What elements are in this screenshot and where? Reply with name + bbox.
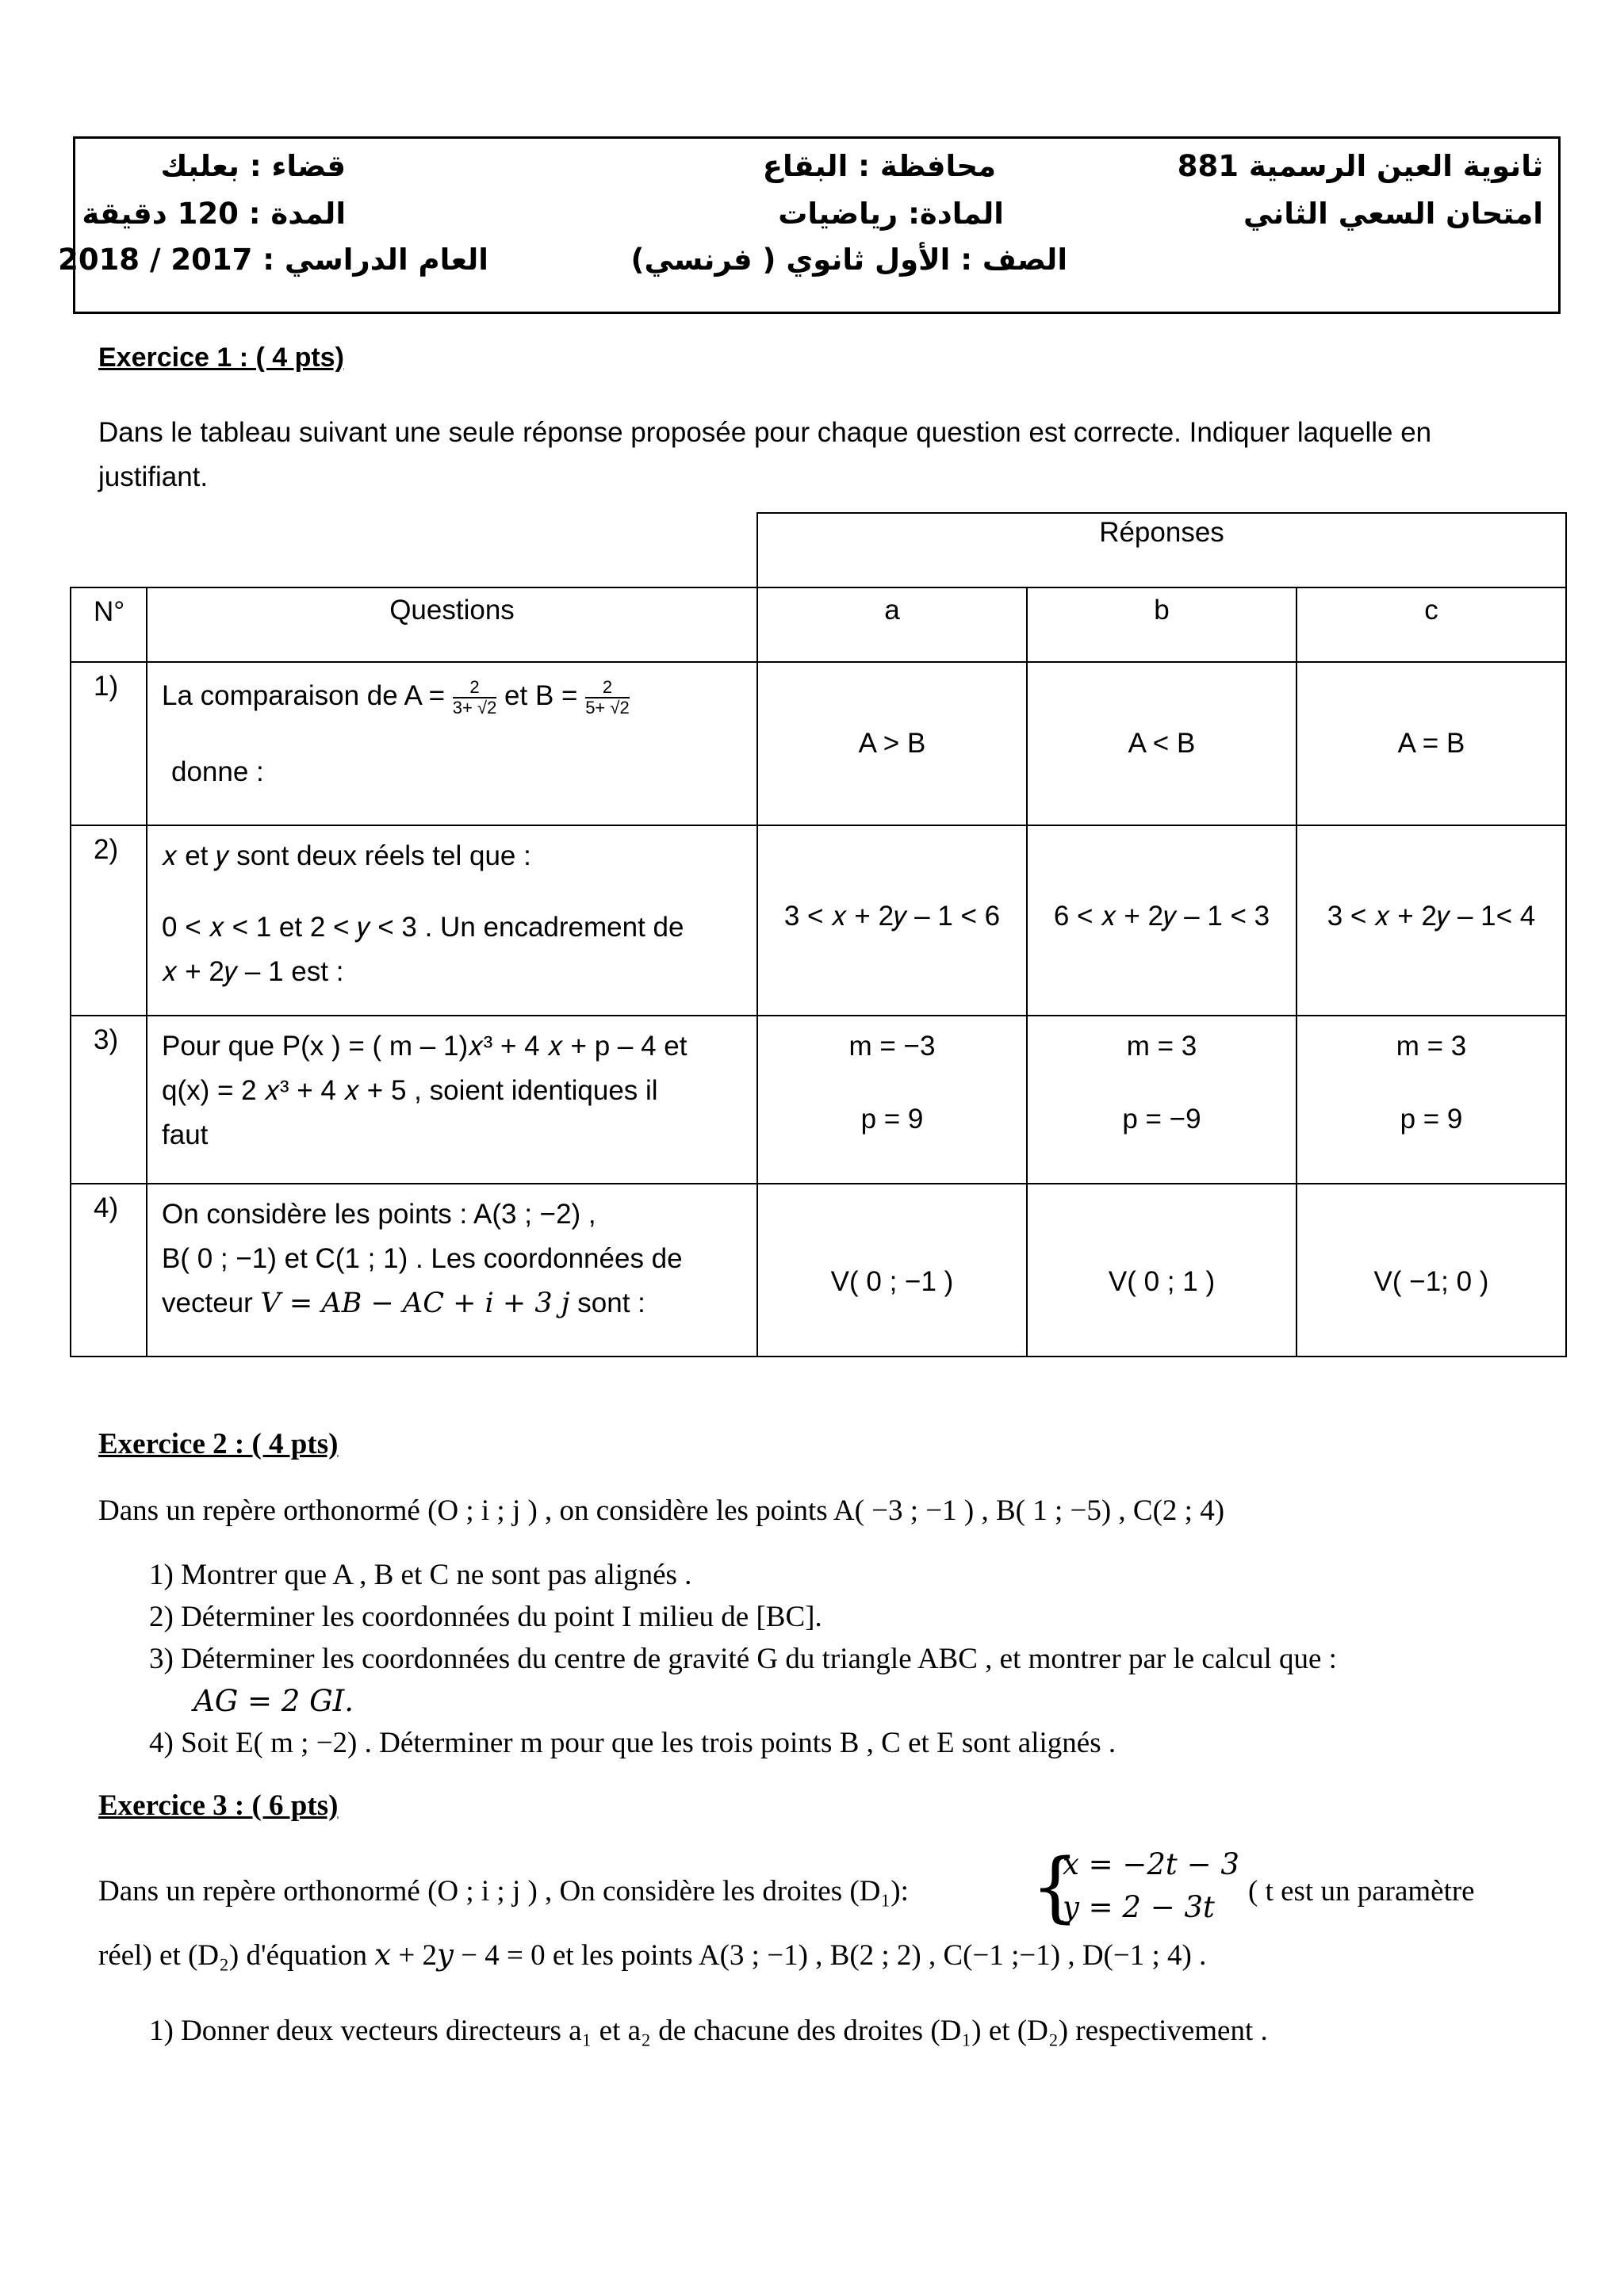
answer-c: V( −1; 0 ) [1297,1184,1566,1357]
fraction-denominator: 3+ √2 [452,697,497,718]
district: قضاء : بعلبك [160,149,346,183]
grade: الصف : الأول ثانوي ( فرنسي) [630,243,1067,277]
system-eq2: 𝑦 = 2 − 3𝑡 [1063,1890,1215,1924]
answer-line: m = 3 [1126,1031,1197,1062]
question-text: Pour que P(x ) = ( m – 1)𝑥³ + 4 𝑥 + p – 4 et [162,1031,688,1062]
exam-title: امتحان السعي الثاني [1243,197,1543,231]
row-number: 4) [71,1184,147,1357]
answer-line: p = −9 [1122,1104,1201,1135]
answer-a [757,1016,1027,1184]
fraction-numerator: 2 [585,678,630,698]
ex3-line1: Dans un repère orthonormé (O ; i ; j ) , On considère les droites (D₁): [98,1875,909,1908]
col-c-header: c [1297,587,1566,662]
question-text: vecteur [162,1288,261,1318]
answer-b: A < B [1027,662,1297,825]
row-number: 1) [71,662,147,825]
question-cell [147,662,757,825]
table-row [71,662,1566,825]
question-text: 0 < 𝑥 < 1 et 2 < 𝑦 < 3 . Un encadrement de [162,912,684,943]
ex2-item-3-formula: AG = 2 GI. [193,1684,354,1718]
question-text: 𝑥 et 𝑦 sont deux réels tel que : [162,840,531,871]
row-number: 2) [71,825,147,1016]
answer-b [1027,1016,1297,1184]
province: محافظة : البقاع [762,149,996,183]
col-a-header: a [757,587,1027,662]
row-number: 3) [71,1016,147,1184]
qcm-table [70,512,1567,1357]
answer-line: p = 9 [860,1104,924,1135]
ex2-intro: Dans un repère orthonormé (O ; i ; j ) , on considère les points A( −3 ; −1 ) , B( 1 ; −5) , C(2 ; 4) [98,1494,1225,1527]
answer-c [1297,1016,1566,1184]
question-text: q(x) = 2 𝑥³ + 4 𝑥 + 5 , soient identiques il [162,1075,658,1106]
answer-c: A = B [1297,662,1566,825]
ex3-line2: réel) et (D₂) d'équation 𝑥 + 2𝑦 − 4 = 0 et les points A(3 ; −1) , B(2 ; 2) , C(−1 ;−1) , D(−1 ; 4) . [98,1939,1207,1972]
vector-expression: V = AB − AC + i + 3 j [260,1288,570,1319]
ex3-line1-end: ( t est un paramètre [1248,1875,1475,1908]
question-cell [147,1016,757,1184]
ex2-item-4: 4) Soit E( m ; −2) . Déterminer m pour que les trois points B , C et E sont alignés . [149,1727,1116,1759]
table-row [71,825,1566,1016]
school-name: ثانوية العين الرسمية 881 [1177,149,1543,183]
question-text: sont : [569,1288,645,1318]
answer-line: m = 3 [1396,1031,1467,1062]
question-cell [147,1184,757,1357]
table-row [71,1184,1566,1357]
question-text [162,1281,742,1326]
question-text: La comparaison de A = [162,680,453,711]
ex2-item-1: 1) Montrer que A , B et C ne sont pas alignés . [149,1559,692,1591]
question-text: et B = [496,680,586,711]
question-text: faut [162,1119,209,1150]
answer-line: m = −3 [848,1031,936,1062]
system-eq1: 𝑥 = −2𝑡 − 3 [1063,1847,1239,1881]
fraction-b [585,678,630,718]
question-text: On considère les points : A(3 ; −2) , [162,1199,596,1230]
table-row [71,1016,1566,1184]
duration: المدة : 120 دقيقة [82,197,346,231]
question-text: 𝑥 + 2𝑦 – 1 est : [162,956,344,987]
system-brace: { [1031,1843,1080,1931]
answer-c: 3 < 𝑥 + 2𝑦 – 1< 4 [1297,825,1566,1016]
ex2-item-3: 3) Déterminer les coordonnées du centre de gravité G du triangle ABC , et montrer par le calcul que : [149,1643,1337,1675]
question-cell [147,825,757,1016]
responses-header: Réponses [757,513,1566,587]
ex1-title: Exercice 1 : ( 4 pts) [98,342,344,373]
col-b-header: b [1027,587,1297,662]
fraction-numerator: 2 [453,678,497,698]
answer-a: 3 < 𝑥 + 2𝑦 – 1 < 6 [757,825,1027,1016]
answer-b: 6 < 𝑥 + 2𝑦 – 1 < 3 [1027,825,1297,1016]
ex2-item-2: 2) Déterminer les coordonnées du point I milieu de [BC]. [149,1601,822,1633]
answer-line: p = 9 [1400,1104,1463,1135]
col-n-header: N° [71,587,147,662]
fraction-denominator: 5+ √2 [585,697,630,718]
ex3-title: Exercice 3 : ( 6 pts) [98,1789,339,1822]
school-year: العام الدراسي : 2017 / 2018 [58,243,488,277]
ex3-item-1: 1) Donner deux vecteurs directeurs a₁ et a₂ de chacune des droites (D₁) et (D₂) respectivement . [149,2015,1268,2047]
subject: المادة: رياضيات [778,197,1004,231]
answer-b: V( 0 ; 1 ) [1027,1184,1297,1357]
question-text: donne : [171,756,264,787]
ex2-title: Exercice 2 : ( 4 pts) [98,1428,339,1460]
col-questions-header: Questions [147,587,757,662]
fraction-a [453,678,497,718]
ex1-intro: Dans le tableau suivant une seule réponse proposée pour chaque question est correcte. Indiquer laquelle en justifiant. [98,417,1432,492]
answer-a: V( 0 ; −1 ) [757,1184,1027,1357]
question-text: B( 0 ; −1) et C(1 ; 1) . Les coordonnées de [162,1243,683,1274]
answer-a: A > B [757,662,1027,825]
